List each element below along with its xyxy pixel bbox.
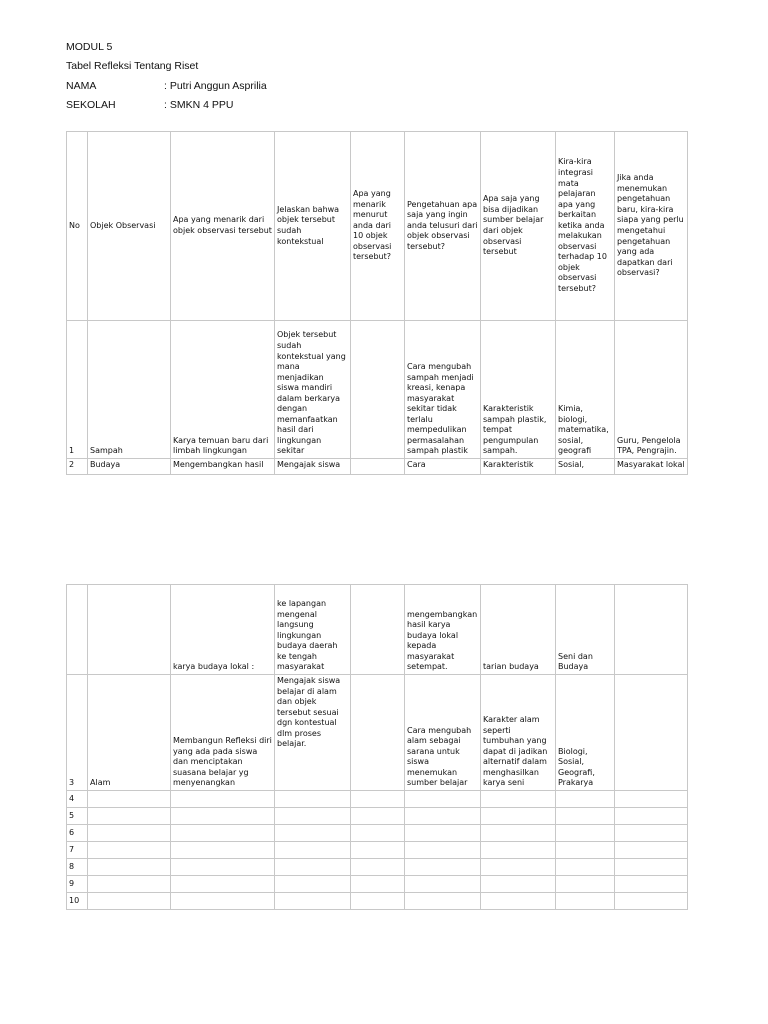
cell-menarik: Karya temuan baru dari limbah lingkungan	[171, 321, 275, 459]
empty-cell	[351, 893, 405, 910]
cell-integrasi: Sosial,	[556, 459, 615, 475]
empty-cell	[556, 791, 615, 808]
table-row	[67, 893, 688, 910]
empty-cell	[556, 825, 615, 842]
empty-cell	[171, 893, 275, 910]
empty-cell	[615, 808, 688, 825]
cell-menarik: karya budaya lokal :	[171, 585, 275, 675]
empty-cell	[481, 791, 556, 808]
empty-cell	[351, 859, 405, 876]
empty-cell	[275, 876, 351, 893]
empty-cell	[481, 893, 556, 910]
cell-kontekstual: Objek tersebut sudah kontekstual yang mana menjadikan siswa mandiri dalam berkarya dengan memanfaatkan hasil dari lingkungan sekitar	[275, 321, 351, 459]
header-sumber-belajar: Apa saja yang bisa dijadikan sumber belajar dari objek observasi tersebut	[481, 132, 556, 321]
cell-pengetahuan: Cara	[405, 459, 481, 475]
sekolah-label: SEKOLAH	[66, 99, 116, 111]
table-row	[67, 675, 688, 791]
empty-cell	[171, 791, 275, 808]
empty-cell	[481, 842, 556, 859]
empty-cell	[88, 893, 171, 910]
table-row	[67, 842, 688, 859]
cell-no: 8	[67, 859, 88, 876]
header-siapa-perlu-tahu: Jika anda menemukan pengetahuan baru, kira-kira siapa yang perlu mengetahui pengetahuan yang ada dapatkan dari observasi?	[615, 132, 688, 321]
empty-cell	[481, 825, 556, 842]
header-apa-yang-menarik: Apa yang menarik dari objek observasi tersebut	[171, 132, 275, 321]
cell-kontekstual: ke lapangan mengenal langsung lingkungan budaya daerah ke tengah masyarakat	[275, 585, 351, 675]
table-row	[67, 808, 688, 825]
reflection-table-part-1	[66, 131, 688, 475]
table-row	[67, 585, 688, 675]
header-integrasi-mapel: Kira-kira integrasi mata pelajaran apa yang berkaitan ketika anda melakukan observasi terhadap 10 objek observasi tersebut?	[556, 132, 615, 321]
nama-label: NAMA	[66, 80, 97, 92]
empty-cell	[405, 859, 481, 876]
table-row	[67, 876, 688, 893]
empty-cell	[171, 859, 275, 876]
cell-sumber: Karakteristik sampah plastik, tempat pengumpulan sampah.	[481, 321, 556, 459]
empty-cell	[275, 859, 351, 876]
empty-cell	[481, 859, 556, 876]
cell-pengetahuan: Cara mengubah alam sebagai sarana untuk siswa menemukan sumber belajar	[405, 675, 481, 791]
cell-pengetahuan: mengembangkan hasil karya budaya lokal kepada masyarakat setempat.	[405, 585, 481, 675]
empty-cell	[481, 808, 556, 825]
empty-cell	[88, 876, 171, 893]
cell-no: 4	[67, 791, 88, 808]
cell-sumber: Karakteristik	[481, 459, 556, 475]
reflection-table-part-2	[66, 584, 688, 910]
cell-menarik10	[351, 675, 405, 791]
cell-integrasi: Seni dan Budaya	[556, 585, 615, 675]
empty-cell	[405, 876, 481, 893]
cell-no: 6	[67, 825, 88, 842]
empty-cell	[275, 808, 351, 825]
cell-menarik10	[351, 459, 405, 475]
empty-rows	[67, 791, 688, 910]
sekolah-value: : SMKN 4 PPU	[164, 99, 234, 111]
nama-value: : Putri Anggun Asprilia	[164, 80, 267, 92]
empty-cell	[275, 825, 351, 842]
cell-kontekstual: Mengajak siswa belajar di alam dan objek tersebut sesuai dgn kontestual dlm proses belajar.	[275, 675, 351, 791]
empty-cell	[88, 808, 171, 825]
empty-cell	[405, 893, 481, 910]
empty-cell	[556, 859, 615, 876]
table-header-row	[67, 132, 688, 321]
cell-no: 5	[67, 808, 88, 825]
cell-no	[67, 585, 88, 675]
cell-pengetahuan: Cara mengubah sampah menjadi kreasi, kenapa masyarakat sekitar tidak terlalu mempedulikan permasalahan sampah plastik	[405, 321, 481, 459]
empty-cell	[88, 825, 171, 842]
nama-line	[66, 80, 267, 92]
empty-cell	[88, 859, 171, 876]
empty-cell	[556, 842, 615, 859]
cell-siapa: Guru, Pengelola TPA, Pengrajin.	[615, 321, 688, 459]
empty-cell	[275, 893, 351, 910]
table-row	[67, 791, 688, 808]
cell-menarik: Mengembangkan hasil	[171, 459, 275, 475]
modul-title: MODUL 5	[66, 41, 113, 53]
empty-cell	[556, 876, 615, 893]
cell-objek	[88, 585, 171, 675]
empty-cell	[615, 859, 688, 876]
cell-no: 9	[67, 876, 88, 893]
empty-cell	[481, 876, 556, 893]
header-pengetahuan: Pengetahuan apa saja yang ingin anda telusuri dari objek observasi tersebut?	[405, 132, 481, 321]
cell-objek: Alam	[88, 675, 171, 791]
cell-integrasi: Kimia, biologi, matematika, sosial, geografi	[556, 321, 615, 459]
empty-cell	[351, 825, 405, 842]
empty-cell	[615, 876, 688, 893]
cell-menarik10	[351, 585, 405, 675]
cell-sumber: Karakter alam seperti tumbuhan yang dapat di jadikan alternatif dalam menghasilkan karya seni	[481, 675, 556, 791]
empty-cell	[615, 791, 688, 808]
cell-menarik10	[351, 321, 405, 459]
empty-cell	[351, 842, 405, 859]
empty-cell	[405, 791, 481, 808]
cell-kontekstual: Mengajak siswa	[275, 459, 351, 475]
empty-cell	[615, 825, 688, 842]
empty-cell	[351, 791, 405, 808]
cell-no: 7	[67, 842, 88, 859]
table-row	[67, 459, 688, 475]
empty-cell	[171, 825, 275, 842]
empty-cell	[88, 842, 171, 859]
table-row	[67, 321, 688, 459]
header-kontekstual: Jelaskan bahwa objek tersebut sudah kontekstual	[275, 132, 351, 321]
empty-cell	[351, 808, 405, 825]
header-menarik-10-objek: Apa yang menarik menurut anda dari 10 objek observasi tersebut?	[351, 132, 405, 321]
cell-no: 1	[67, 321, 88, 459]
empty-cell	[556, 808, 615, 825]
header-objek-observasi: Objek Observasi	[88, 132, 171, 321]
empty-cell	[405, 808, 481, 825]
cell-siapa: Masyarakat lokal	[615, 459, 688, 475]
empty-cell	[615, 893, 688, 910]
empty-cell	[405, 842, 481, 859]
table-subtitle: Tabel Refleksi Tentang Riset	[66, 60, 199, 72]
header-no: No	[67, 132, 88, 321]
cell-sumber: tarian budaya	[481, 585, 556, 675]
table-row	[67, 859, 688, 876]
empty-cell	[405, 825, 481, 842]
cell-no: 2	[67, 459, 88, 475]
empty-cell	[88, 791, 171, 808]
empty-cell	[615, 842, 688, 859]
empty-cell	[275, 842, 351, 859]
cell-siapa	[615, 585, 688, 675]
empty-cell	[171, 808, 275, 825]
empty-cell	[351, 876, 405, 893]
empty-cell	[556, 893, 615, 910]
cell-no: 3	[67, 675, 88, 791]
empty-cell	[171, 842, 275, 859]
cell-objek: Budaya	[88, 459, 171, 475]
cell-siapa	[615, 675, 688, 791]
cell-no: 10	[67, 893, 88, 910]
cell-menarik: Membangun Refleksi diri yang ada pada siswa dan menciptakan suasana belajar yg menyenangkan	[171, 675, 275, 791]
sekolah-line	[66, 99, 233, 111]
empty-cell	[275, 791, 351, 808]
table-row	[67, 825, 688, 842]
cell-objek: Sampah	[88, 321, 171, 459]
cell-integrasi: Biologi, Sosial, Geografi, Prakarya	[556, 675, 615, 791]
empty-cell	[171, 876, 275, 893]
